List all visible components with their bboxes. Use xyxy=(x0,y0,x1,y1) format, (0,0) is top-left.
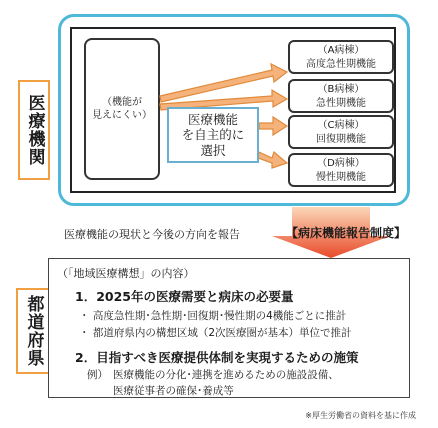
vision-item-2-title: 2．目指すべき医療提供体制を実現するための施策 xyxy=(75,350,359,365)
function-choice-line-2: を自主的に xyxy=(181,127,245,143)
report-description: 医療機能の現状と今後の方向を報告 xyxy=(64,228,240,241)
vision-item-1-bullet-2 xyxy=(79,325,352,340)
vision-item-2-example-prefix: 例） xyxy=(87,369,108,381)
function-choice-line-1: 医療機能 xyxy=(187,111,238,127)
ward-b-function: 急性期機能 xyxy=(316,97,366,109)
function-choice-box xyxy=(167,107,259,163)
bullet-text: 高度急性期･急性期･回復期･慢性期の4機能ごとに推計 xyxy=(92,310,347,322)
function-choice-line-3: 選択 xyxy=(200,142,226,158)
vision-item-2-line-2: 医療従事者の確保･養成等 xyxy=(113,385,234,397)
source-credit: ※厚生労働省の資料を基に作成 xyxy=(305,411,416,420)
ward-a-function: 高度急性期機能 xyxy=(306,58,376,70)
ward-a-box xyxy=(288,40,394,74)
hospital-box-line-1: （機能が xyxy=(102,96,142,108)
ward-d-box xyxy=(288,153,394,187)
arrow-to-ward-c xyxy=(259,117,287,135)
vision-heading: （「地域医療構想」の内容） xyxy=(57,267,195,280)
ward-c-box xyxy=(288,115,394,149)
bullet-text: 都道府県内の構想区域（2次医療圏が基本）単位で推計 xyxy=(92,327,352,339)
hospital-box-line-2: 見えにくい） xyxy=(92,110,152,121)
ward-d-label: （D病棟） xyxy=(317,158,365,169)
arrow-to-ward-d xyxy=(258,152,287,168)
vision-item-1-bullet-1 xyxy=(79,308,346,323)
ward-d-function: 慢性期機能 xyxy=(316,171,366,183)
prefecture-text: 都道府県 xyxy=(23,295,44,367)
report-system-name: 【病床機能報告制度】 xyxy=(286,226,407,240)
medical-institution-text: 医療機関 xyxy=(24,94,45,166)
bullet-dot: ・ xyxy=(79,327,93,339)
vision-item-1-title: 1．2025年の医療需要と病床の必要量 xyxy=(75,289,294,304)
bullet-dot: ・ xyxy=(79,310,93,322)
ward-a-label: （A病棟） xyxy=(317,45,365,56)
ward-b-box xyxy=(288,79,394,113)
ward-c-label: （C病棟） xyxy=(317,120,365,131)
ward-b-label: （B病棟） xyxy=(317,84,365,95)
vision-item-2-line-1: 医療機能の分化･連携を進めるための施設設備、 xyxy=(113,369,339,381)
regional-vision-box xyxy=(48,258,410,398)
ward-c-function: 回復期機能 xyxy=(316,133,366,145)
